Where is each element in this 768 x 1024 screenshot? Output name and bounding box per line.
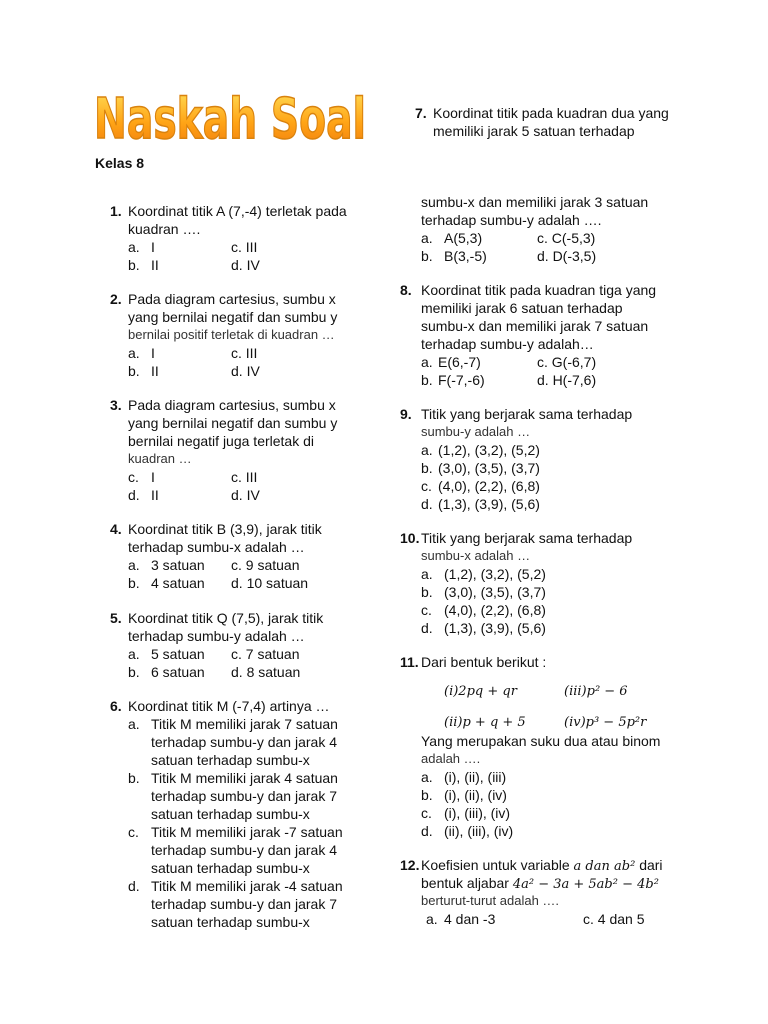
option-text: Titik M memiliki jarak 4 satuan (151, 770, 338, 786)
question-number: 4. (110, 521, 122, 537)
option-row (128, 715, 343, 769)
option-label: b. (421, 248, 433, 264)
question-body (128, 697, 343, 931)
option-text: II (151, 257, 159, 273)
question-text: terhadap sumbu-y adalah… (421, 336, 594, 352)
option-label: d. (421, 620, 433, 636)
question-number: 9. (400, 406, 412, 422)
option-row (421, 353, 656, 371)
option-label: d. (421, 496, 433, 512)
expression: (iii)p² − 6 (564, 684, 628, 699)
question-text: sumbu-x dan memiliki jarak 7 satuan (421, 318, 649, 334)
option-text: 6 satuan (151, 664, 205, 680)
option-text: satuan terhadap sumbu-x (151, 806, 310, 822)
option-text: c. III (231, 239, 258, 255)
option-row (128, 645, 323, 663)
question-number: 10. (400, 530, 420, 546)
question-text: yang bernilai negatif dan sumbu y (128, 309, 338, 325)
option-text: d. IV (231, 363, 260, 379)
option-label: d. (421, 823, 433, 839)
option-label: a. (421, 566, 433, 582)
option-row (128, 769, 343, 823)
option-label: b. (128, 664, 140, 680)
option-text: c. C(-5,3) (537, 230, 596, 246)
question-body (128, 520, 322, 592)
question-text: Titik yang berjarak sama terhadap (421, 406, 633, 422)
question-number: 5. (110, 610, 122, 626)
option-row (421, 910, 721, 928)
option-row (128, 486, 337, 504)
question-text-part: dari (639, 857, 663, 873)
option-text: c. III (231, 469, 258, 485)
option-label: c. (128, 824, 139, 840)
question-text: sumbu-x adalah … (421, 548, 531, 563)
option-label: b. (128, 770, 140, 786)
option-text: (4,0), (2,2), (6,8) (438, 478, 540, 494)
option-label: a. (128, 557, 140, 573)
question-text: kuadran … (128, 451, 192, 466)
option-text: I (151, 239, 155, 255)
question-text: Pada diagram cartesius, sumbu x (128, 397, 336, 413)
option-label: d. (128, 878, 140, 894)
option-text: (1,3), (3,9), (5,6) (438, 496, 540, 512)
option-text: c. G(-6,7) (537, 354, 597, 370)
option-row (421, 565, 632, 583)
option-row (128, 344, 337, 362)
option-text: satuan terhadap sumbu-x (151, 860, 310, 876)
option-row (421, 229, 721, 247)
option-text: (1,3), (3,9), (5,6) (444, 620, 546, 636)
option-text: satuan terhadap sumbu-x (151, 914, 310, 930)
question-number: 1. (110, 203, 122, 219)
question-body (421, 281, 656, 389)
question-number: 6. (110, 698, 122, 714)
question-7-continued (421, 193, 721, 265)
option-text: 4 satuan (151, 575, 205, 591)
question-text: Pada diagram cartesius, sumbu x (128, 291, 336, 307)
option-label: b. (421, 372, 433, 388)
option-text: Titik M memiliki jarak -4 satuan (151, 878, 343, 894)
option-text: d. IV (231, 487, 260, 503)
question-body-after (421, 732, 711, 840)
option-label: d. (128, 487, 140, 503)
option-row (128, 823, 343, 877)
question-number: 12. (400, 857, 420, 873)
variable-expression: a dan ab² (573, 859, 636, 874)
option-text: F(-7,-6) (438, 372, 485, 388)
option-row (421, 583, 632, 601)
option-text: Titik M memiliki jarak 7 satuan (151, 716, 338, 732)
option-label: a. (128, 239, 140, 255)
option-label: a. (421, 230, 433, 246)
option-text: 4 dan -3 (444, 911, 496, 927)
option-row (421, 441, 632, 459)
option-text: (1,2), (3,2), (5,2) (438, 442, 540, 458)
option-row (128, 877, 343, 931)
option-row (421, 822, 711, 840)
option-row (421, 477, 632, 495)
option-text: d. 8 satuan (231, 664, 301, 680)
question-text (421, 856, 721, 874)
option-text: (3,0), (3,5), (3,7) (444, 584, 546, 600)
option-label: b. (421, 787, 433, 803)
option-text: terhadap sumbu-y dan jarak 7 (151, 896, 337, 912)
option-text: d. 10 satuan (231, 575, 309, 591)
option-row (421, 371, 656, 389)
option-text: II (151, 363, 159, 379)
question-text: Titik yang berjarak sama terhadap (421, 530, 633, 546)
question-text: Koordinat titik B (3,9), jarak titik (128, 521, 322, 537)
option-text: (ii), (iii), (iv) (444, 823, 514, 839)
option-label: c. (421, 478, 432, 494)
title-text: Naskah Soal (94, 87, 366, 152)
option-label: b. (128, 575, 140, 591)
question-body (421, 856, 721, 928)
option-label: a. (421, 354, 433, 370)
question-text (421, 874, 721, 892)
question-text: memiliki jarak 5 satuan terhadap (433, 123, 635, 139)
question-text: yang bernilai negatif dan sumbu y (128, 415, 338, 431)
question-number: 8. (400, 282, 412, 298)
option-text: (i), (iii), (iv) (444, 805, 511, 821)
option-text: I (151, 469, 155, 485)
question-text: Koordinat titik pada kuadran tiga yang (421, 282, 657, 298)
question-text: terhadap sumbu-x adalah … (128, 539, 305, 555)
option-label: a. (421, 769, 433, 785)
option-label: a. (426, 911, 438, 927)
option-label: a. (128, 716, 140, 732)
question-text-part: bentuk aljabar (421, 875, 509, 891)
option-row (128, 556, 322, 574)
option-text: E(6,-7) (438, 354, 481, 370)
option-label: b. (421, 460, 433, 476)
option-row (421, 495, 632, 513)
option-label: c. (421, 805, 432, 821)
option-text: (3,0), (3,5), (3,7) (438, 460, 540, 476)
option-text: c. III (231, 345, 258, 361)
option-text: c. 7 satuan (231, 646, 300, 662)
page-title (92, 76, 372, 156)
question-text: Koordinat titik Q (7,5), jarak titik (128, 610, 324, 626)
option-text: 3 satuan (151, 557, 205, 573)
option-row (421, 247, 721, 265)
question-text: sumbu-x dan memiliki jarak 3 satuan (421, 194, 649, 210)
question-body (421, 653, 711, 671)
question-body (128, 290, 337, 380)
question-body (433, 104, 669, 140)
option-row (128, 256, 347, 274)
option-text: (i), (ii), (iii) (444, 769, 507, 785)
option-row (128, 238, 347, 256)
option-text: d. IV (231, 257, 260, 273)
question-text: Koordinat titik A (7,-4) terletak pada (128, 203, 347, 219)
expression: (ii)p + q + 5 (444, 715, 526, 730)
option-label: b. (128, 257, 140, 273)
option-row (421, 768, 711, 786)
option-row (128, 362, 337, 380)
question-body (421, 405, 632, 513)
option-label: c. (128, 469, 139, 485)
question-body (128, 396, 337, 504)
option-row (128, 663, 323, 681)
option-text: (4,0), (2,2), (6,8) (444, 602, 546, 618)
question-text: sumbu-y adalah … (421, 424, 531, 439)
option-row (421, 804, 711, 822)
title-wordart (92, 76, 372, 156)
option-text: 5 satuan (151, 646, 205, 662)
question-text: terhadap sumbu-y adalah …. (421, 212, 602, 228)
option-text: satuan terhadap sumbu-x (151, 752, 310, 768)
question-11 (400, 653, 720, 843)
option-label: a. (128, 646, 140, 662)
option-text: Titik M memiliki jarak -7 satuan (151, 824, 343, 840)
expression: (iv)p³ − 5p²r (564, 715, 647, 730)
algebra-expression: 4a² − 3a + 5ab² − 4b² (512, 877, 659, 892)
option-label: b. (128, 363, 140, 379)
question-text: bernilai positif terletak di kuadran … (128, 327, 335, 342)
option-row (421, 786, 711, 804)
question-number: 3. (110, 397, 122, 413)
question-number: 7. (415, 105, 427, 121)
option-text: A(5,3) (444, 230, 483, 246)
question-text: berturut-turut adalah …. (421, 893, 560, 908)
option-text: B(3,-5) (444, 248, 487, 264)
option-text: II (151, 487, 159, 503)
option-row (128, 468, 337, 486)
option-row (421, 459, 632, 477)
question-text: memiliki jarak 6 satuan terhadap (421, 300, 623, 316)
option-row (421, 619, 632, 637)
question-text: Koordinat titik pada kuadran dua yang (433, 105, 669, 121)
option-label: a. (421, 442, 433, 458)
option-row (421, 601, 632, 619)
question-text: terhadap sumbu-y adalah … (128, 628, 305, 644)
option-row (128, 574, 322, 592)
option-label: c. (421, 602, 432, 618)
question-number: 11. (400, 654, 419, 670)
option-text: c. 4 dan 5 (583, 911, 645, 927)
question-body (421, 529, 632, 637)
option-label: b. (421, 584, 433, 600)
option-text: d. D(-3,5) (537, 248, 597, 264)
question-text: bernilai negatif juga terletak di (128, 433, 315, 449)
question-text: Dari bentuk berikut : (421, 654, 547, 670)
question-text: kuadran …. (128, 221, 201, 237)
option-text: terhadap sumbu-y dan jarak 7 (151, 788, 337, 804)
question-text: adalah …. (421, 751, 481, 766)
option-text: terhadap sumbu-y dan jarak 4 (151, 842, 337, 858)
question-text: Koordinat titik M (-7,4) artinya … (128, 698, 330, 714)
option-text: (1,2), (3,2), (5,2) (444, 566, 546, 582)
option-text: (i), (ii), (iv) (444, 787, 507, 803)
question-body (128, 202, 347, 274)
option-text: I (151, 345, 155, 361)
question-text: Yang merupakan suku dua atau binom (421, 733, 661, 749)
class-label: Kelas 8 (95, 155, 145, 171)
option-text: c. 9 satuan (231, 557, 300, 573)
option-text: terhadap sumbu-y dan jarak 4 (151, 734, 337, 750)
question-body (128, 609, 323, 681)
question-number: 2. (110, 291, 122, 307)
option-text: d. H(-7,6) (537, 372, 597, 388)
question-text-part: Koefisien untuk variable (421, 857, 570, 873)
option-label: a. (128, 345, 140, 361)
expression: (i)2pq + qr (444, 684, 517, 699)
